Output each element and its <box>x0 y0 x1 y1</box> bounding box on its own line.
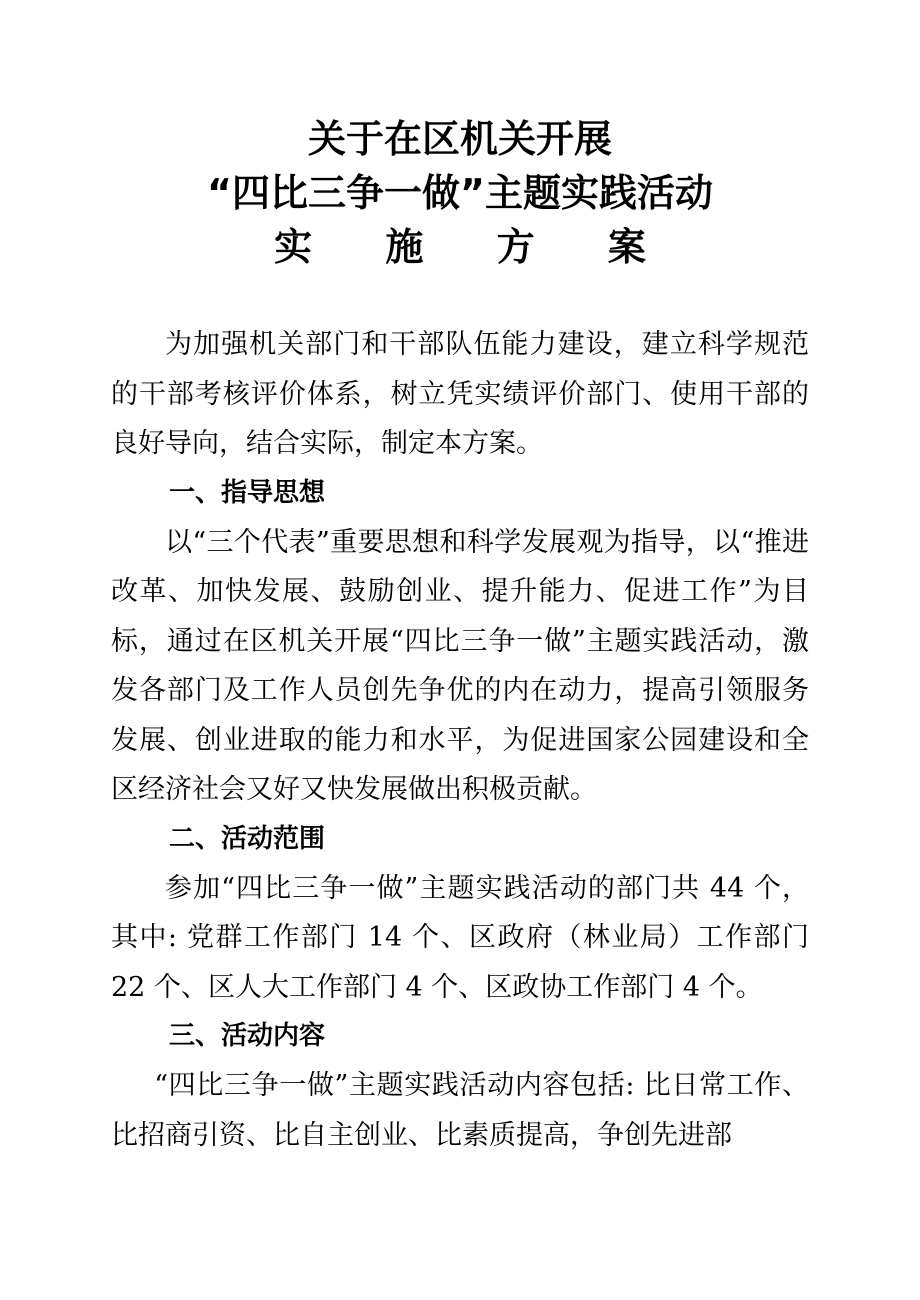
section-text-content: “四比三争一做”主题实践活动内容包括: 比日常工作、比招商引资、比自主创业、比素质提高，争创先进部 <box>111 1070 809 1151</box>
intro-paragraph: 为加强机关部门和干部队伍能力建设，建立科学规范的干部考核评价体系，树立凭实绩评价部门、使用干部的良好导向，结合实际，制定本方案。 <box>111 329 809 459</box>
section-text-guiding-thought: 以“三个代表”重要思想和科学发展观为指导，以“推进改革、加快发展、鼓励创业、提升能力、促进工作”为目标，通过在区机关开展“四比三争一做”主题实践活动，激发各部门及工作人员创先争优的内在动力，提高引领服务发展、创业进取的能力和水平，为促进国家公园建设和全区经济社会又好又快发展做出积极贡献。 <box>111 526 809 805</box>
title-line-3: 实 施 方 案 <box>274 225 676 269</box>
section-text-scope: 参加“四比三争一做”主题实践活动的部门共 44 个，其中: 党群工作部门 14 个、区政府（林业局）工作部门 22 个、区人大工作部门 4 个、区政协工作部门 4 个。 <box>111 872 809 1003</box>
title-line-1: 关于在区机关开展 <box>307 117 612 161</box>
document-body <box>111 320 809 1160</box>
section-heading-content: 三、活动内容 <box>169 1021 326 1051</box>
section-heading-scope: 二、活动范围 <box>169 823 326 854</box>
title-line-2: “四比三争一做”主题实践活动 <box>207 171 713 215</box>
document-title <box>0 112 920 274</box>
section-heading-guiding-thought: 一、指导思想 <box>169 477 326 508</box>
